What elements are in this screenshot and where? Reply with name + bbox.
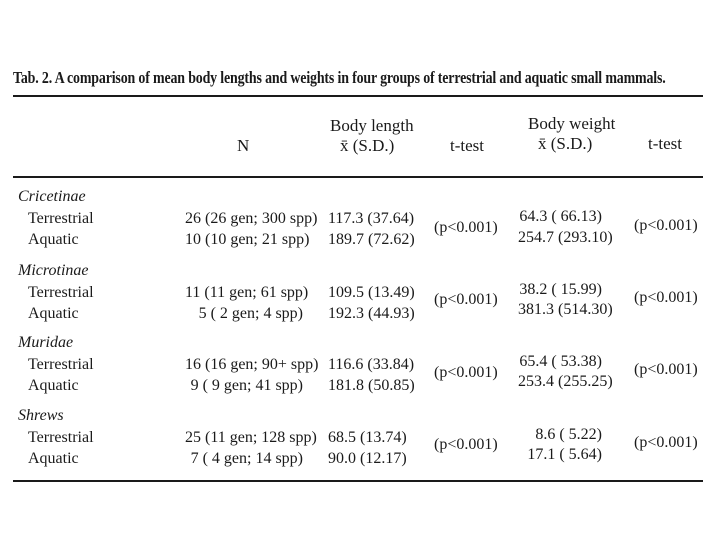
cell-n: 16 (16 gen; 90+ spp) xyxy=(185,356,319,373)
row-label: Aquatic xyxy=(28,305,79,322)
header-rule xyxy=(13,176,703,178)
cell-body-length: 189.7 (72.62) xyxy=(328,231,415,248)
cell-body-weight: 38.2 ( 15.99) xyxy=(519,281,602,298)
cell-body-weight: 64.3 ( 66.13) xyxy=(519,208,602,225)
cell-body-length: 116.6 (33.84) xyxy=(328,356,415,373)
group-name-shrews: Shrews xyxy=(18,407,64,424)
group-name-muridae: Muridae xyxy=(18,334,74,351)
row-label: Terrestrial xyxy=(28,284,94,301)
group-name-cricetinae: Cricetinae xyxy=(18,188,86,205)
table-caption: Tab. 2. A comparison of mean body lengths and weights in four groups of terrestrial and aquatic small mammals. xyxy=(13,68,666,87)
group-name-microtinae: Microtinae xyxy=(18,262,89,279)
row-label: Aquatic xyxy=(28,231,79,248)
cell-body-length: 109.5 (13.49) xyxy=(328,284,415,301)
cell-body-length: 68.5 (13.74) xyxy=(328,429,407,446)
cell-body-length: 181.8 (50.85) xyxy=(328,377,415,394)
header-body-length-stat: x̄ (S.D.) xyxy=(340,136,395,155)
row-label: Terrestrial xyxy=(28,356,94,373)
cell-body-length: 117.3 (37.64) xyxy=(328,210,415,227)
cell-body-weight: 17.1 ( 5.64) xyxy=(527,446,602,463)
header-body-length: Body length xyxy=(330,116,414,135)
cell-body-weight: 8.6 ( 5.22) xyxy=(535,426,602,443)
cell-ttest-weight: (p<0.001) xyxy=(634,434,698,451)
bottom-rule xyxy=(13,480,703,482)
cell-n: 5 ( 2 gen; 4 spp) xyxy=(198,305,303,322)
cell-ttest-length: (p<0.001) xyxy=(434,291,498,308)
cell-body-weight: 381.3 (514.30) xyxy=(518,301,613,318)
cell-body-weight: 65.4 ( 53.38) xyxy=(519,353,602,370)
cell-n: 11 (11 gen; 61 spp) xyxy=(185,284,309,301)
cell-n: 25 (11 gen; 128 spp) xyxy=(185,429,317,446)
cell-n: 10 (10 gen; 21 spp) xyxy=(185,231,310,248)
cell-body-weight: 253.4 (255.25) xyxy=(518,373,613,390)
cell-body-length: 90.0 (12.17) xyxy=(328,450,407,467)
cell-body-weight: 254.7 (293.10) xyxy=(518,229,613,246)
cell-n: 7 ( 4 gen; 14 spp) xyxy=(190,450,303,467)
cell-ttest-length: (p<0.001) xyxy=(434,364,498,381)
header-ttest-weight: t-test xyxy=(648,134,682,153)
row-label: Terrestrial xyxy=(28,429,94,446)
row-label: Aquatic xyxy=(28,377,79,394)
cell-n: 26 (26 gen; 300 spp) xyxy=(185,210,318,227)
cell-ttest-weight: (p<0.001) xyxy=(634,361,698,378)
header-n: N xyxy=(237,136,250,155)
top-rule xyxy=(13,95,703,97)
cell-ttest-length: (p<0.001) xyxy=(434,219,498,236)
cell-ttest-weight: (p<0.001) xyxy=(634,289,698,306)
header-body-weight-stat: x̄ (S.D.) xyxy=(538,134,593,153)
cell-n: 9 ( 9 gen; 41 spp) xyxy=(190,377,303,394)
row-label: Aquatic xyxy=(28,450,79,467)
cell-ttest-length: (p<0.001) xyxy=(434,436,498,453)
header-body-weight: Body weight xyxy=(528,114,616,133)
cell-body-length: 192.3 (44.93) xyxy=(328,305,415,322)
header-ttest-length: t-test xyxy=(450,136,484,155)
row-label: Terrestrial xyxy=(28,210,94,227)
cell-ttest-weight: (p<0.001) xyxy=(634,217,698,234)
